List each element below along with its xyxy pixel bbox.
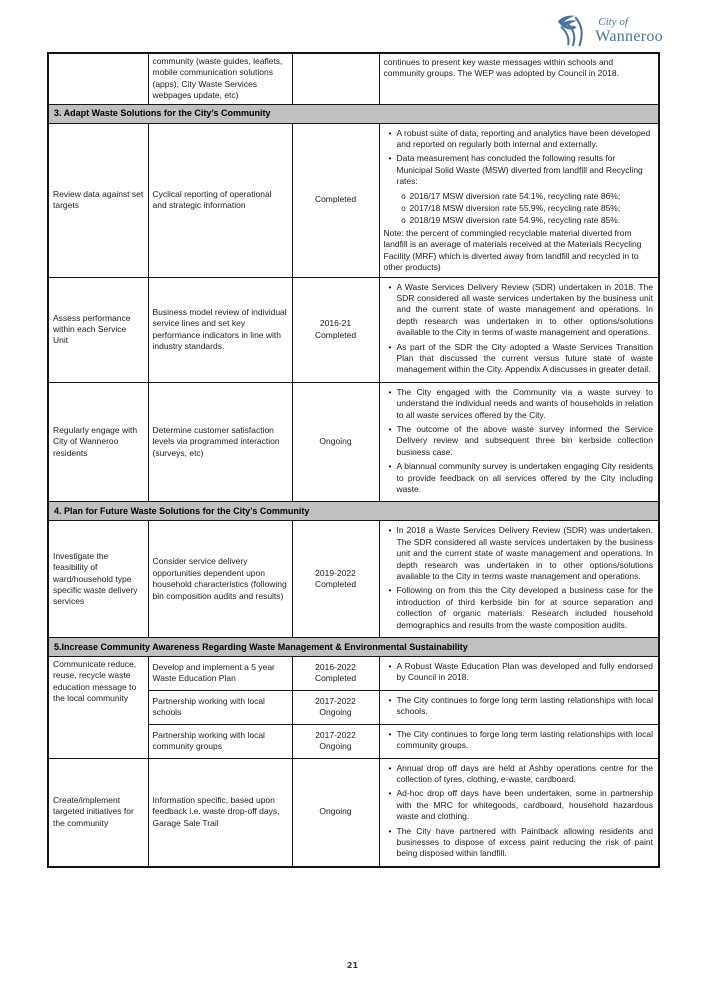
bullet-icon: • (388, 153, 392, 164)
bullet-item (384, 729, 654, 752)
bullet-icon: • (388, 525, 392, 536)
bullet-text: In 2018 a Waste Services Delivery Review (SDR) was undertaken. The SDR considered all waste services undertaken by the business unit and the current state of waste management and operations. In depth research was undertaken in to other options/solutions available to the City in terms waste management and operations. (396, 525, 653, 582)
status-line: Ongoing (319, 707, 352, 718)
sub-bullet-icon: o (401, 191, 406, 201)
bullet-item (384, 282, 654, 339)
bullet-item (384, 342, 654, 376)
sub-bullet-item (384, 215, 654, 226)
status-line: Ongoing (319, 806, 352, 817)
status-line: Completed (314, 673, 357, 684)
status-cell (292, 382, 379, 502)
status-line: 2017-2022 (315, 695, 356, 706)
status-cell (292, 277, 379, 382)
bullet-text: The outcome of the above waste survey informed the Service Delivery review and subsequent three bin kerbside collection business case. (396, 423, 653, 457)
status-cell (292, 657, 379, 691)
comment-cell (379, 123, 659, 277)
table-row (48, 657, 659, 691)
sub-bullet-item (384, 191, 654, 202)
sub-bullet-text: 2016/17 MSW diversion rate 54.1%, recycling rate 86%; (409, 190, 621, 201)
status-cell (292, 123, 379, 277)
city-of-wanneroo-logo (556, 13, 663, 49)
status-cell (292, 53, 379, 104)
sub-bullet-text: 2017/18 MSW diversion rate 55.9%, recycling rate 85%; (409, 203, 621, 214)
table-body (48, 53, 659, 867)
bullet-icon: • (388, 825, 392, 836)
bullet-icon: • (388, 661, 392, 672)
logo-wanneroo-label: Wanneroo (595, 28, 663, 45)
table-row (48, 53, 659, 104)
action-cell: Partnership working with local schools (148, 690, 292, 724)
strategy-cell: Investigate the feasibility of ward/household type specific waste delivery services (48, 521, 148, 638)
note-text: Note: the percent of commingled recyclable material diverted from landfill is an average of materials received at the Materials Recycling Facility (MRF) which is diverted away from landfill and recycled in to other products) (383, 227, 642, 273)
strategy-cell: Review data against set targets (48, 123, 148, 277)
bullet-text: Annual drop off days are held at Ashby operations centre for the collection of tyres, clothing, e-waste, cardboard. (396, 762, 653, 784)
bullet-item (384, 763, 654, 786)
bullet-text: The City continues to forge long term lasting relationships with local community groups. (396, 728, 653, 751)
status-line: 2019-2022 (315, 567, 356, 578)
bullet-text: The City have partnered with Paintback allowing residents and businesses to dispose of excess paint reducing the risk of paint being disposed within landfill. (396, 825, 653, 859)
bullet-item (384, 525, 654, 582)
note-text: continues to present key waste messages within schools and community groups. The WEP was adopted by Council in 2018. (383, 57, 619, 79)
action-cell: Develop and implement a 5 year Waste Education Plan (148, 657, 292, 691)
table-row (48, 382, 659, 502)
status-cell (292, 690, 379, 724)
status-cell (292, 758, 379, 867)
status-line: Completed (314, 329, 357, 340)
comment-cell (379, 382, 659, 502)
table-row (48, 758, 659, 867)
comment-cell (379, 690, 659, 724)
strategy-cell: Assess performance within each Service Unit (48, 277, 148, 382)
strategy-cell (48, 53, 148, 104)
bullet-item (384, 661, 654, 684)
bullet-item (384, 424, 654, 458)
bullet-icon: • (388, 341, 392, 352)
action-cell: Consider service delivery opportunities dependent upon household characteristics (following bin composition audits and results) (148, 521, 292, 638)
bullet-text: A biannual community survey is undertaken engaging City residents to provide feedback on all services offered by the City including waste. (396, 461, 653, 494)
bullet-icon: • (388, 281, 392, 292)
section-header-row (48, 638, 659, 657)
bullet-icon: • (388, 694, 392, 705)
bullet-icon: • (388, 461, 392, 472)
comment-cell (379, 521, 659, 638)
bullet-icon: • (388, 386, 392, 397)
bullet-text: A robust suite of data, reporting and analytics have been developed and reported on regularly both internal and externally. (396, 127, 651, 150)
status-cell (292, 724, 379, 758)
wanneroo-flower-icon (556, 13, 590, 49)
section-header-row (48, 502, 659, 521)
comment-cell (379, 277, 659, 382)
action-cell: Partnership working with local community groups (148, 724, 292, 758)
action-cell: community (waste guides, leaflets, mobile communication solutions (apps), City Waste Services webpages update, etc) (148, 53, 292, 104)
bullet-icon: • (388, 788, 392, 799)
section-header: 3. Adapt Waste Solutions for the City’s Community (48, 104, 659, 123)
bullet-icon: • (388, 127, 392, 138)
comment-cell (379, 53, 659, 104)
status-line: Completed (314, 194, 357, 205)
bullet-item (384, 788, 654, 822)
action-cell: Determine customer satisfaction levels via programmed interaction (surveys, etc) (148, 382, 292, 502)
bullet-item (384, 826, 654, 860)
waste-strategy-status-table (47, 52, 660, 868)
status-line: Ongoing (319, 436, 352, 447)
strategy-cell: Create/implement targeted initiatives for the community (48, 758, 148, 867)
bullet-text: Data measurement has concluded the following results for Municipal Solid Waste (MSW) diverted from landfill and Recycling rates: (396, 153, 643, 187)
bullet-item (384, 128, 654, 151)
status-line: 2016-2022 (315, 662, 356, 673)
bullet-item (384, 585, 654, 631)
bullet-icon: • (388, 423, 392, 434)
bullet-item (384, 153, 654, 187)
status-line: 2017-2022 (315, 729, 356, 740)
table-row (48, 277, 659, 382)
logo-text (595, 17, 663, 45)
bullet-text: As part of the SDR the City adopted a Waste Services Transition Plan that discussed the current versus future state of waste management within the City. Appendix A discusses in greater detail. (396, 341, 653, 375)
action-cell: Information specific, based upon feedback i.e. waste drop-off days, Garage Sale Trail (148, 758, 292, 867)
status-line: 2016-21 (319, 318, 352, 329)
bullet-text: The City continues to forge long term lasting relationships with local schools. (396, 694, 653, 717)
status-line: Completed (314, 579, 357, 590)
sub-bullet-item (384, 203, 654, 214)
table-row (48, 123, 659, 277)
bullet-text: A Waste Services Delivery Review (SDR) undertaken in 2018. The SDR considered all waste services undertaken by the business unit and the current state of waste management and operations. In depth research was undertaken in to other options/solutions available to the City in terms of waste management and operations. (396, 281, 653, 338)
strategy-cell: Regularly engage with City of Wanneroo residents (48, 382, 148, 502)
bullet-text: Following on from this the City developed a business case for the introduction of third kerbside bin for at source separation and collection of organic materials. Research included household demographics and results from the waste composition audits. (396, 585, 653, 630)
bullet-item (384, 461, 654, 495)
sub-bullet-text: 2018/19 MSW diversion rate 54.9%, recycling rate 85%. (409, 215, 621, 226)
bullet-item (384, 695, 654, 718)
bullet-item (384, 387, 654, 421)
bullet-icon: • (388, 585, 392, 596)
bullet-icon: • (388, 728, 392, 739)
section-header: 5.Increase Community Awareness Regarding Waste Management & Environmental Sustainability (48, 638, 659, 657)
sub-bullet-icon: o (401, 216, 406, 226)
bullet-text: The City engaged with the Community via a waste survey to understand the individual needs and wants of households in relation to all waste services offered by the City. (396, 386, 653, 420)
strategy-cell: Communicate reduce, reuse, recycle waste education message to the local community (48, 657, 148, 758)
status-line: Ongoing (319, 741, 352, 752)
bullet-text: A Robust Waste Education Plan was developed and fully endorsed by Council in 2018. (396, 661, 653, 683)
table-row (48, 521, 659, 638)
status-cell (292, 521, 379, 638)
section-header: 4. Plan for Future Waste Solutions for the City’s Community (48, 502, 659, 521)
sub-bullet-icon: o (401, 204, 406, 214)
bullet-text: Ad-hoc drop off days have been undertaken, some in partnership with the MRC for whitegoods, cardboard, household hazardous waste and clothing. (396, 788, 653, 822)
comment-cell (379, 724, 659, 758)
action-cell: Business model review of individual service lines and set key performance indicators in line with industry standards. (148, 277, 292, 382)
bullet-icon: • (388, 762, 392, 773)
section-header-row (48, 104, 659, 123)
logo-city-of-label: City of (598, 16, 628, 28)
comment-cell (379, 657, 659, 691)
comment-cell (379, 758, 659, 867)
page-number: 21 (346, 961, 359, 970)
action-cell: Cyclical reporting of operational and strategic information (148, 123, 292, 277)
